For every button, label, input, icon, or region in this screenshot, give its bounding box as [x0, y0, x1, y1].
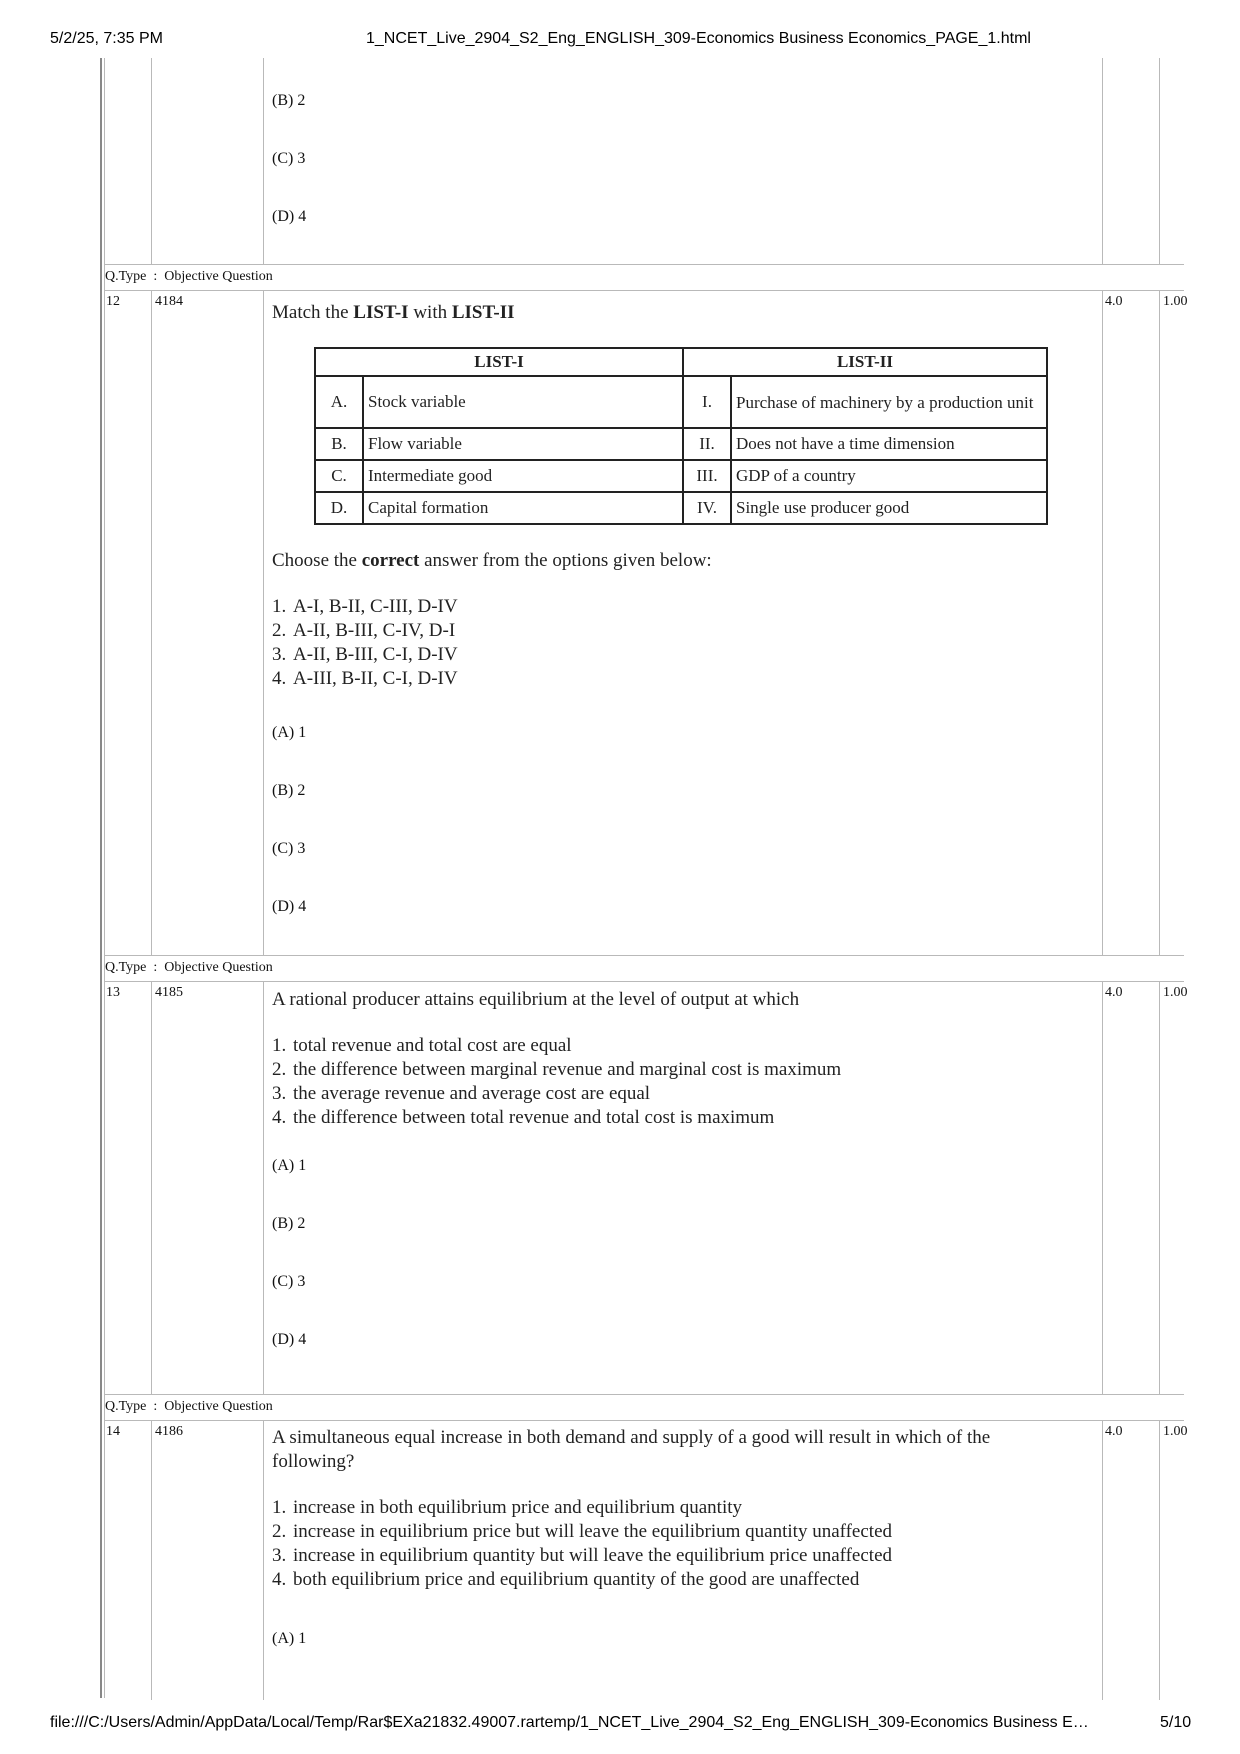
option-c: (C) 3 [272, 840, 306, 857]
match-table [314, 347, 1048, 525]
option-c: (C) 3 [272, 150, 306, 167]
option-b: (B) 2 [272, 1215, 306, 1232]
list1-item: Intermediate good [363, 460, 683, 492]
list2-header: LIST-II [683, 348, 1047, 376]
qtype-label: Q.Type : Objective Question [105, 269, 273, 284]
qtype-label: Q.Type : Objective Question [105, 960, 273, 975]
list1-header: LIST-I [315, 348, 683, 376]
option-c: (C) 3 [272, 1273, 306, 1290]
question-marks: 4.0 [1105, 294, 1123, 309]
choice-item: 1. A-I, B-II, C-III, D-IV [291, 595, 458, 619]
choice-item: 2. the difference between marginal revenue and marginal cost is maximum [291, 1058, 841, 1082]
print-doc-title: 1_NCET_Live_2904_S2_Eng_ENGLISH_309-Economics Business Economics_PAGE_1.html [366, 30, 1031, 47]
row-label: D. [315, 492, 363, 524]
choice-item: 3. the average revenue and average cost are equal [291, 1082, 841, 1106]
choice-item: 3. increase in equilibrium quantity but will leave the equilibrium price unaffected [291, 1544, 892, 1568]
option-b: (B) 2 [272, 782, 306, 799]
option-d: (D) 4 [272, 898, 307, 915]
question-text: A rational producer attains equilibrium at the level of output at which [272, 989, 800, 1010]
question-number: 13 [106, 985, 120, 1000]
option-d: (D) 4 [272, 1331, 307, 1348]
negative-marks: 1.00 [1163, 294, 1188, 309]
choice-item: 2. A-II, B-III, C-IV, D-I [291, 619, 458, 643]
choice-item: 4. the difference between total revenue and total cost is maximum [291, 1106, 841, 1130]
row-label: C. [315, 460, 363, 492]
choice-item: 3. A-II, B-III, C-I, D-IV [291, 643, 458, 667]
option-a: (A) 1 [272, 1157, 307, 1174]
option-d: (D) 4 [272, 208, 307, 225]
print-file-path: file:///C:/Users/Admin/AppData/Local/Temp/Rar$EXa21832.49007.rartemp/1_NCET_Live_2904_S2_Eng_ENGLISH_309-Economics Business E… [50, 1714, 1089, 1731]
question-id: 4186 [155, 1424, 183, 1439]
question-number: 12 [106, 294, 120, 309]
row-label: I. [683, 376, 731, 428]
instruction-text: Choose the correct answer from the options given below: [272, 550, 712, 571]
question-marks: 4.0 [1105, 1424, 1123, 1439]
negative-marks: 1.00 [1163, 1424, 1188, 1439]
choice-item: 4. both equilibrium price and equilibrium quantity of the good are unaffected [291, 1568, 892, 1592]
print-page-number: 5/10 [1160, 1714, 1192, 1731]
list1-item: Stock variable [363, 376, 683, 428]
row-label: A. [315, 376, 363, 428]
option-a: (A) 1 [272, 1630, 307, 1647]
choice-item: 2. increase in equilibrium price but will leave the equilibrium quantity unaffected [291, 1520, 892, 1544]
choice-list [251, 1496, 892, 1592]
row-label: II. [683, 428, 731, 460]
row-label: III. [683, 460, 731, 492]
list2-item: GDP of a country [731, 460, 1047, 492]
question-marks: 4.0 [1105, 985, 1123, 1000]
list2-item: Purchase of machinery by a production unit [731, 376, 1047, 428]
choice-list [251, 1034, 841, 1130]
choice-item: 1. increase in both equilibrium price and equilibrium quantity [291, 1496, 892, 1520]
option-a: (A) 1 [272, 724, 307, 741]
question-number: 14 [106, 1424, 120, 1439]
question-text: A simultaneous equal increase in both demand and supply of a good will result in which of the following? [272, 1427, 991, 1472]
question-text: Match the LIST-I with LIST-II [272, 302, 515, 323]
choice-item: 4. A-III, B-II, C-I, D-IV [291, 667, 458, 691]
print-datetime: 5/2/25, 7:35 PM [50, 30, 163, 47]
row-label: IV. [683, 492, 731, 524]
list2-item: Single use producer good [731, 492, 1047, 524]
negative-marks: 1.00 [1163, 985, 1188, 1000]
choice-list [251, 595, 458, 691]
question-id: 4185 [155, 985, 183, 1000]
qtype-label: Q.Type : Objective Question [105, 1399, 273, 1414]
option-b: (B) 2 [272, 92, 306, 109]
choice-item: 1. total revenue and total cost are equal [291, 1034, 841, 1058]
question-id: 4184 [155, 294, 183, 309]
list2-item: Does not have a time dimension [731, 428, 1047, 460]
list1-item: Flow variable [363, 428, 683, 460]
row-label: B. [315, 428, 363, 460]
list1-item: Capital formation [363, 492, 683, 524]
